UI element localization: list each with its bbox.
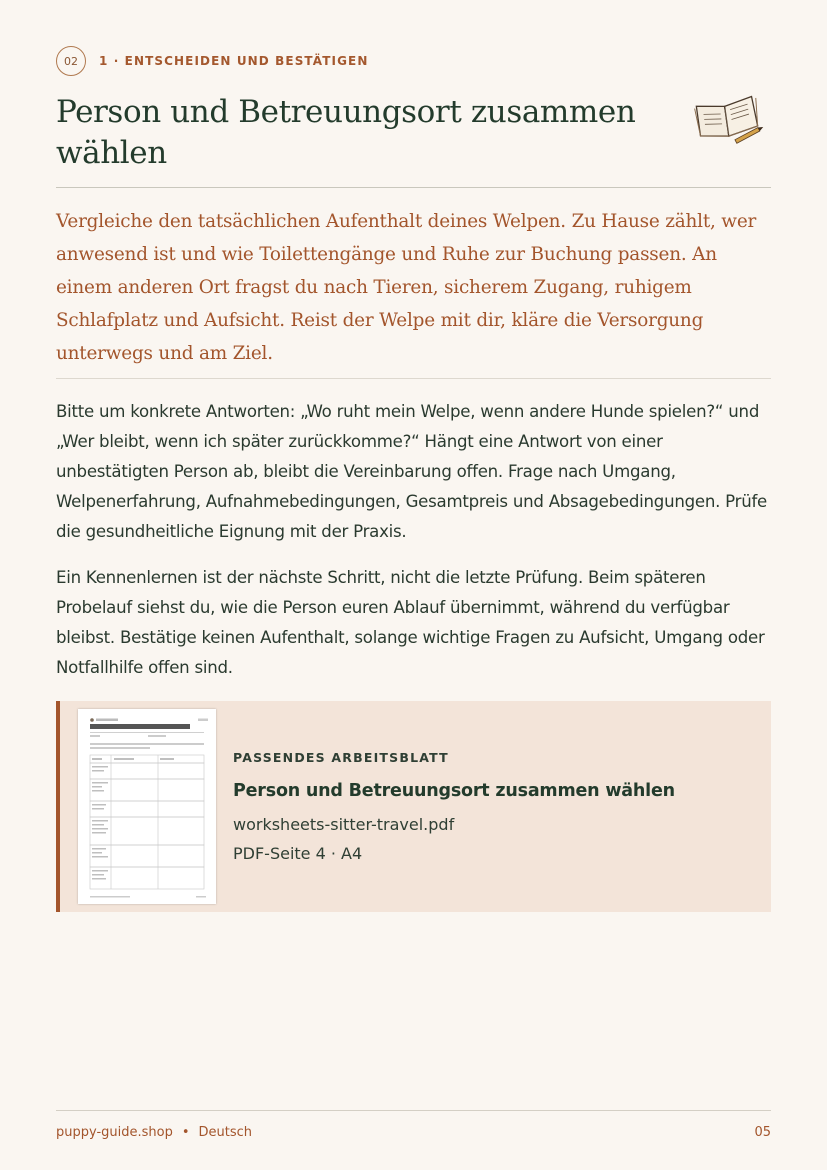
worksheet-filename[interactable]: worksheets-sitter-travel.pdf <box>233 815 455 834</box>
page-title: Person und Betreuungsort zusammen wählen <box>56 94 636 171</box>
page-number: 05 <box>754 1125 771 1140</box>
worksheet-kicker: PASSENDES ARBEITSBLATT <box>233 750 449 765</box>
worksheet-page-info: PDF-Seite 4 · A4 <box>233 844 363 863</box>
section-kicker: 1 · ENTSCHEIDEN UND BESTÄTIGEN <box>99 54 369 68</box>
worksheet-card[interactable] <box>56 701 771 912</box>
body-paragraph: Ein Kennenlernen ist der nächste Schritt, nicht die letzte Prüfung. Beim späteren Probelauf siehst du, wie die Person euren Ablauf übernimmt, während du verfügbar bleibst. Bestätige keinen Aufenthalt, solange wichtige Fragen zu Aufsicht, Umgang oder Notfallhilfe offen sind. <box>56 568 765 677</box>
footer-site-link[interactable]: puppy-guide.shop <box>56 1125 173 1140</box>
body-paragraph: Bitte um konkrete Antworten: „Wo ruht mein Welpe, wenn andere Hunde spielen?“ und „Wer bleibt, wenn ich später zurückkomme?“ Hängt eine Antwort von einer unbestätigten Person ab, bleibt die Vereinbarung offen. Frage nach Umgang, Welpenerfahrung, Aufnahmebedingungen, Gesamtpreis und Absagebedingungen. Prüfe die gesundheitliche Eignung mit der Praxis. <box>56 402 768 541</box>
footer-meta <box>56 1125 252 1140</box>
worksheet-info <box>233 750 675 863</box>
lead-divider <box>56 378 771 379</box>
footer-language: Deutsch <box>198 1125 253 1140</box>
section-number-badge: 02 <box>56 46 86 76</box>
notebook-icon <box>690 88 766 144</box>
section-header <box>56 46 368 76</box>
worksheet-title[interactable]: Person und Betreuungsort zusammen wählen <box>233 781 675 801</box>
footer-separator: • <box>181 1125 190 1140</box>
title-divider <box>56 187 771 188</box>
lead-paragraph: Vergleiche den tatsächlichen Aufenthalt deines Welpen. Zu Hause zählt, wer anwesend ist und wie Toilettengänge und Ruhe zur Buchung passen. An einem anderen Ort fragst du nach Tieren, sicherem Zugang, ruhigem Schlafplatz und Aufsicht. Reist der Welpe mit dir, kläre die Versorgung unterwegs und am Ziel. <box>56 211 757 364</box>
footer-divider <box>56 1110 771 1111</box>
page <box>56 0 771 1170</box>
worksheet-thumbnail <box>78 709 216 904</box>
